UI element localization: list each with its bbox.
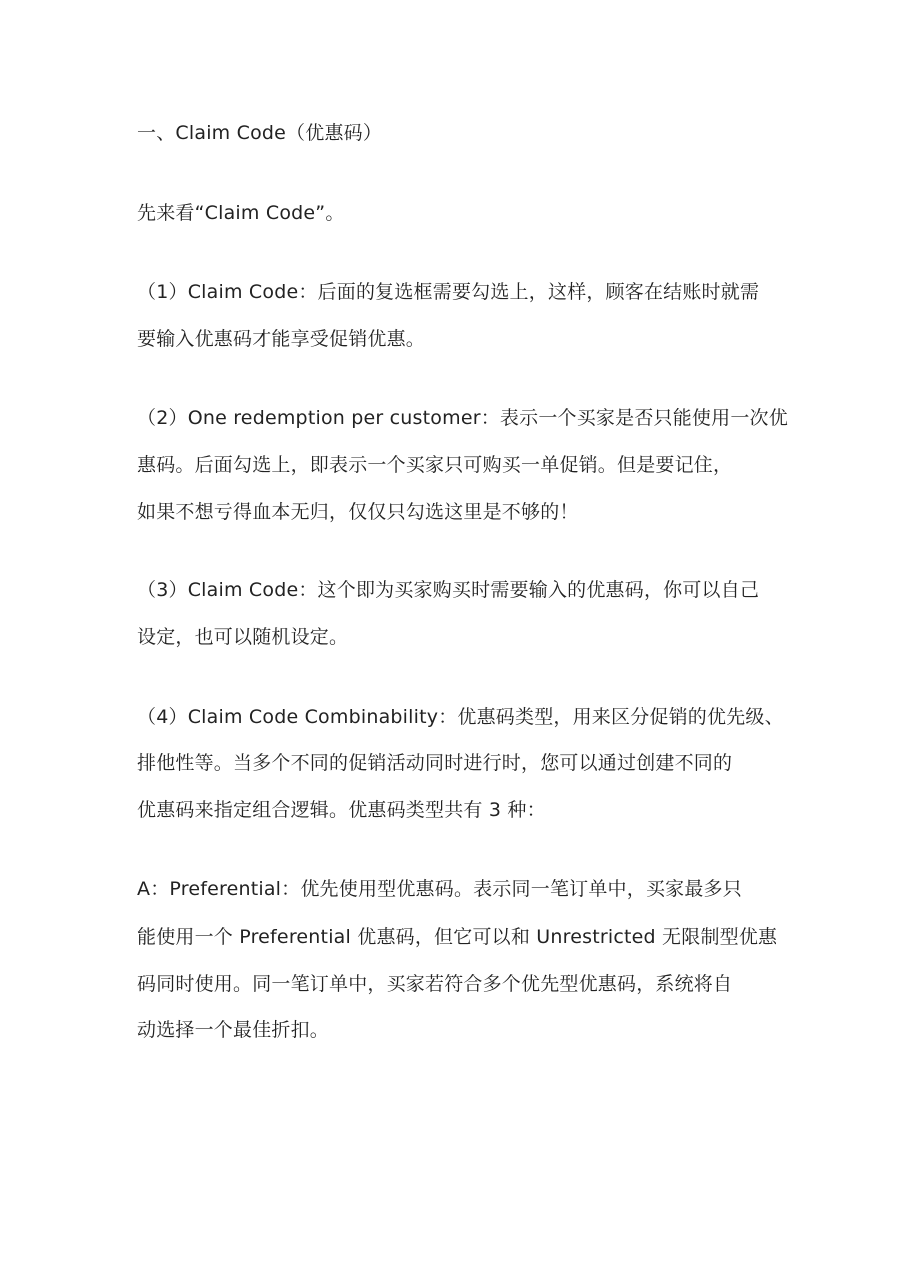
- item-2-line-1: （2）One redemption per customer：表示一个买家是否只能使用一次优: [137, 407, 788, 429]
- item-2-line-2: 惠码。后面勾选上，即表示一个买家只可购买一单促销。但是要记住，: [137, 454, 733, 476]
- item-1-line-2: 要输入优惠码才能享受促销优惠。: [137, 328, 426, 350]
- item-4-line-1: （4）Claim Code Combinability：优惠码类型，用来区分促销的优先级、: [137, 706, 784, 728]
- item-4-line-3: 优惠码来指定组合逻辑。优惠码类型共有 3 种：: [137, 799, 546, 821]
- item-5-line-1: A：Preferential：优先使用型优惠码。表示同一笔订单中，买家最多只: [137, 878, 742, 900]
- item-2-line-3: 如果不想亏得血本无归，仅仅只勾选这里是不够的！: [137, 501, 579, 523]
- item-3-line-1: （3）Claim Code：这个即为买家购买时需要输入的优惠码，你可以自己: [137, 579, 760, 601]
- item-5-line-2: 能使用一个 Preferential 优惠码，但它可以和 Unrestricted 无限制型优惠: [137, 926, 778, 948]
- item-5-line-4: 动选择一个最佳折扣。: [137, 1019, 330, 1041]
- section-heading: 一、Claim Code（优惠码）: [137, 122, 383, 144]
- item-5-line-3: 码同时使用。同一笔订单中，买家若符合多个优先型优惠码，系统将自: [137, 973, 733, 995]
- item-1-line-1: （1）Claim Code：后面的复选框需要勾选上，这样，顾客在结账时就需: [137, 281, 760, 303]
- intro-paragraph: 先来看“Claim Code”。: [137, 202, 345, 224]
- item-3-line-2: 设定，也可以随机设定。: [137, 626, 349, 648]
- item-4-line-2: 排他性等。当多个不同的促销活动同时进行时，您可以通过创建不同的: [137, 752, 733, 774]
